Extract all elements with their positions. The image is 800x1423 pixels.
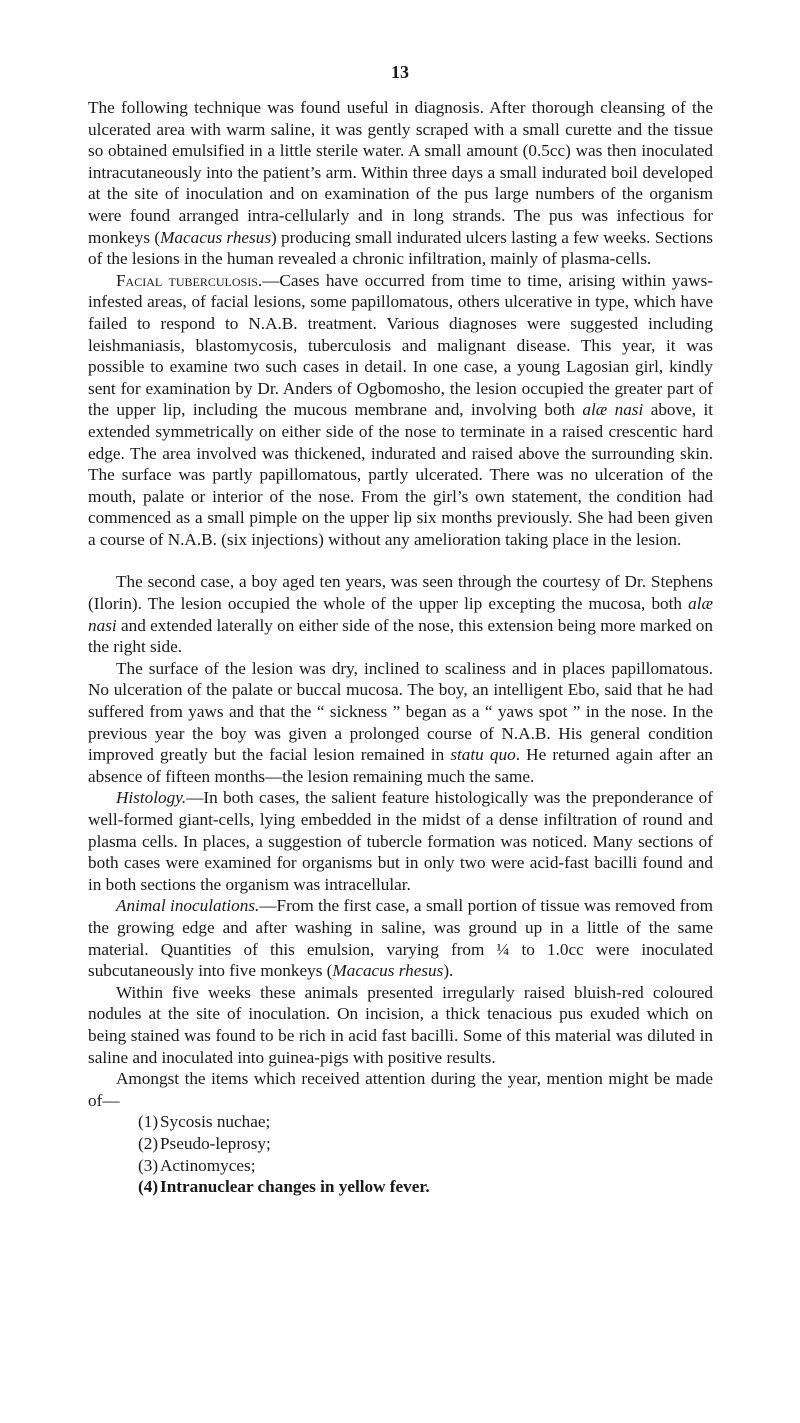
paragraph-text: —From the first case, a small portion of tissue was removed from the growing edge and after washing in saline, was ground up in a little of the same material. Quantities of this emulsion, varying from ¼ to 1.0cc were inoculated subcutaneously into five monkeys ( bbox=[88, 896, 713, 981]
paragraph-text: and extended laterally on either side of the nose, this extension being more marked on the right side. bbox=[88, 615, 713, 657]
paragraph-text: The surface of the lesion was dry, inclined to scaliness and in places papillomatous. No ulceration of the palate or buccal mucosa. The boy, an intelligent Ebo, said that he had suffered from yaws and that the “ sickness ” began as a “ yaws spot ” in the nose. In the previous year the boy was given a prolonged course of N.A.B. His general condition improved greatly but the facial lesion remained in bbox=[88, 658, 713, 765]
section-heading: Histology. bbox=[116, 788, 187, 808]
paragraph-text: —In both cases, the salient feature histologically was the preponderance of well-formed giant-cells, lying embedded in the midst of a dense infiltration of round and plasma cells. In places, a suggestion of tubercle formation was noticed. Many sections of both cases were examined for organisms but in only two were acid-fast bacilli found and in both sections the organism was intracellular. bbox=[88, 788, 713, 894]
paragraph-histology bbox=[88, 787, 713, 895]
list-item bbox=[138, 1111, 713, 1133]
latin-term: alæ nasi bbox=[88, 594, 713, 635]
list-number: (4) bbox=[138, 1177, 159, 1197]
paragraph-text: above, it extended symmetrically on either side of the nose to terminate in a raised crescentic hard edge. The area involved was thickened, indurated and raised above the surrounding skin. The surface was partly papillomatous, partly ulcerated. There was no ulceration of the mouth, palate or interior of the nose. From the girl’s own statement, the condition had commenced as a small pimple on the upper lip six months previously. She had been given a course of N.A.B. (six injections) without any amelioration taking place in the lesion. bbox=[88, 400, 714, 549]
list-item bbox=[138, 1133, 713, 1155]
paragraph-facial-tuberculosis bbox=[88, 270, 713, 551]
paragraph-text: The second case, a boy aged ten years, was seen through the courtesy of Dr. Stephens (Ilorin). The lesion occupied the whole of the upper lip excepting the mucosa, both bbox=[88, 572, 713, 614]
paragraph-text: ) producing small indurated ulcers lasting a few weeks. Sections of the lesions in the human revealed a chronic infiltration, mainly of plasma-cells. bbox=[88, 227, 713, 269]
list-text: Actinomyces; bbox=[160, 1155, 256, 1175]
list-item bbox=[138, 1176, 713, 1198]
paragraph-diagnosis-technique bbox=[88, 97, 713, 270]
list-item bbox=[138, 1155, 713, 1177]
species-name: Macacus rhesus bbox=[160, 227, 272, 247]
paragraph-within-five-weeks: Within five weeks these animals presented irregularly raised bluish-red coloured nodules at the site of inoculation. On incision, a thick tenacious pus exuded which on being stained was found to be rich in acid fast bacilli. Some of this material was diluted in saline and inoculated into guinea-pigs with positive results. bbox=[88, 982, 713, 1067]
paragraph-text: The following technique was found useful in diagnosis. After thorough cleansing of the ulcerated area with warm saline, it was gently scraped with a small curette and the tissue so obtained emulsified in a little sterile water. A small amount (0.5cc) was then inoculated intracutaneously into the patient’s arm. Within three days a small indurated boil developed at the site of inoculation and on examination of the pus large numbers of the organism were found arranged intra-cellularly and in long strands. The pus was infectious for monkeys ( bbox=[88, 98, 713, 247]
paragraph-animal-inoculations bbox=[88, 895, 713, 981]
paragraph-amongst-items: Amongst the items which received attention during the year, mention might be made of— bbox=[88, 1069, 713, 1110]
items-list bbox=[88, 1111, 713, 1197]
paragraph-text: . He returned again after an absence of fifteen months—the lesion remaining much the same. bbox=[88, 745, 713, 786]
paragraph-lesion-surface bbox=[88, 658, 713, 788]
list-number: (1) bbox=[138, 1112, 159, 1132]
list-text: Pseudo-leprosy; bbox=[160, 1133, 271, 1153]
list-number: (3) bbox=[138, 1155, 159, 1175]
list-number: (2) bbox=[138, 1133, 159, 1153]
latin-term: alæ nasi bbox=[582, 400, 644, 420]
paragraph-text: ). bbox=[443, 961, 454, 981]
body-text bbox=[88, 97, 713, 1198]
list-text: Sycosis nuchae; bbox=[160, 1112, 271, 1132]
latin-term: statu quo bbox=[450, 745, 516, 765]
species-name: Macacus rhesus bbox=[332, 961, 444, 981]
list-text: Intranuclear changes in yellow fever. bbox=[160, 1177, 430, 1197]
page-number: 13 bbox=[391, 62, 409, 82]
section-heading: Facial tuberculosis. bbox=[116, 270, 263, 290]
section-heading: Animal inoculations. bbox=[116, 896, 260, 916]
paragraph-text: —Cases have occurred from time to time, arising within yaws-infested areas, of facial lesions, some papillomatous, others ulcerative in type, which have failed to respond to N.A.B. treatment. Various diagnoses were suggested including leishmaniasis, blastomycosis, tuberculosis and malignant disease. This year, it was possible to examine two such cases in detail. In one case, a young Lagosian girl, kindly sent for examination by Dr. Anders of Ogbomosho, the lesion occupied the greater part of the upper lip, including the mucous membrane and, involving both bbox=[88, 270, 713, 420]
paragraph-second-case bbox=[88, 571, 713, 657]
